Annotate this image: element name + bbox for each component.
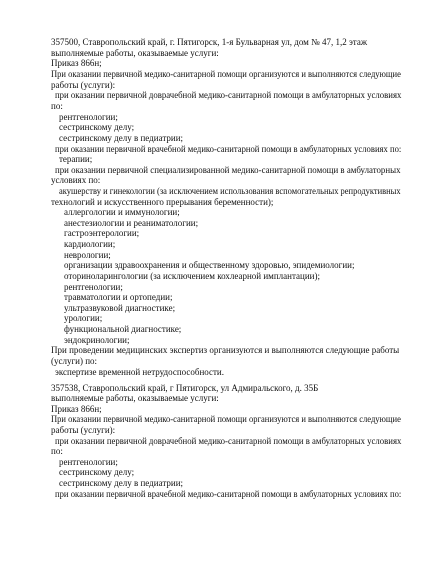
document-line: по: [51,101,63,111]
document-line: При оказании первичной медико-санитарной помощи организуются и выполняются следующие [51,414,401,424]
document-line: Приказ 866н; [51,58,102,68]
document-line: (услуги) по: [51,356,98,366]
document-line: экспертизе временной нетрудоспособности. [55,367,224,377]
document-line: урологии; [64,313,103,323]
document-line: гастроэнтерологии; [64,228,140,238]
document-line: организации здравоохранения и общественному здоровью, эпидемиологии; [64,260,355,270]
document-line: выполняемые работы, оказываемые услуги: [51,393,219,403]
document-line: сестринскому делу; [59,122,135,132]
document-line: рентгенологии; [59,457,118,467]
document-line: оториноларингологии (за исключением кохлеарной имплантации); [64,271,320,281]
document-line: сестринскому делу; [59,467,135,477]
document-line: ультразвуковой диагностике; [64,303,176,313]
document-line: неврологии; [64,250,111,260]
document-line: аллергологии и иммунологии; [64,207,180,217]
document-line: выполняемые работы, оказываемые услуги: [51,48,219,58]
document-line: рентгенологии; [64,282,123,292]
document-line: 357538, Ставропольский край, г Пятигорск, ул Адмиральского, д. 35Б [51,383,319,393]
document-line: сестринскому делу в педиатрии; [59,133,184,143]
document-line: сестринскому делу в педиатрии; [59,478,184,488]
document-line: терапии; [59,154,93,164]
document-line: работы (услуги): [51,80,116,90]
document-line: технологий и искусственного прерывания беременности); [51,197,274,207]
document-line: анестезиологии и реаниматологии; [64,218,199,228]
document-line: при оказании первичной врачебной медико-санитарной помощи в амбулаторных условиях по: [55,144,402,154]
document-line: кардиологии; [64,239,116,249]
document-line: травматологии и ортопедии; [64,292,173,302]
document-line: при оказании первичной специализированной медико-санитарной помощи в амбулаторных [55,165,401,175]
document-line: при оказании первичной врачебной медико-санитарной помощи в амбулаторных условиях по: [55,489,402,499]
document-line: 357500, Ставропольский край, г. Пятигорск, 1-я Бульварная ул, дом № 47, 1,2 этаж [51,37,368,47]
document-line: При оказании первичной медико-санитарной помощи организуются и выполняются следующие [51,69,401,79]
document-line: При проведении медицинских экспертиз организуются и выполняются следующие работы [51,345,400,355]
document-line: рентгенологии; [59,112,118,122]
document-line: при оказании первичной доврачебной медико-санитарной помощи в амбулаторных условиях [55,436,402,446]
document-line: по: [51,446,63,456]
document-line: акушерству и гинекологии (за исключением использования вспомогательных репродуктивных [59,186,401,196]
document-line: условиях по: [51,175,101,185]
document-line: Приказ 866н; [51,404,102,414]
document-line: при оказании первичной доврачебной медико-санитарной помощи в амбулаторных условиях [55,90,402,100]
document-line: функциональной диагностике; [64,324,182,334]
document-line: работы (услуги): [51,425,116,435]
document-line: эндокринологии; [64,335,130,345]
